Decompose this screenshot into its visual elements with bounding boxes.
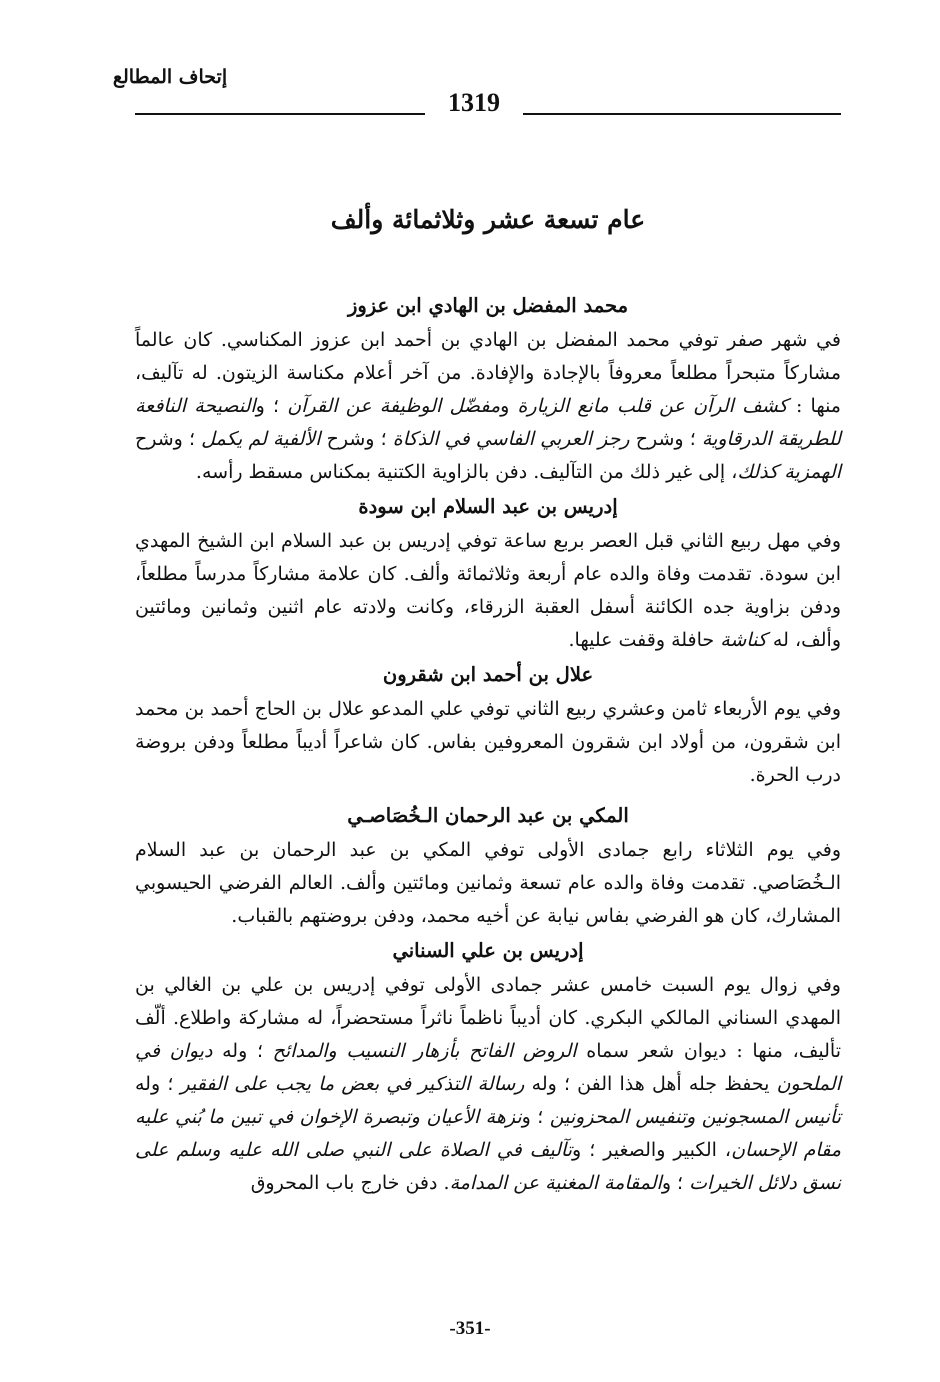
- paragraph-text: ؛ وشرح: [320, 428, 393, 450]
- entry-title: إدريس بن عبد السلام ابن سودة: [358, 495, 618, 518]
- paragraph-text: و: [500, 395, 518, 417]
- paragraph-text: ؛ و: [521, 1106, 550, 1128]
- work-title: كناشة: [720, 629, 767, 651]
- paragraph-text: ؛ وشرح: [135, 428, 202, 450]
- work-title: الهمزية كذلك: [737, 461, 841, 483]
- entry-title: المكي بن عبد الرحمان الـخُصَاصـي: [347, 804, 629, 827]
- entry-makki-khusasi: [135, 798, 841, 933]
- work-title: تأنيس المسجونين وتنفيس المحزونين: [549, 1106, 842, 1128]
- entry-title: إدريس بن علي السناني: [392, 939, 584, 962]
- header-rule-left: [135, 113, 425, 115]
- entry-paragraph: وفي يوم الثلاثاء رابع جمادى الأولى توفي المكي بن عبد الرحمان بن عبد السلام الـخُصَاصي. تقدمت وفاة والده عام تسعة وثمانين ومائتين وألف. العالم الفرضي الحيسوبي المشارك، كان هو الفرضي بفاس نيابة عن أخيه محمد، ودفن بروضتهم بالقباب.: [135, 839, 841, 927]
- work-title: رسالة التذكير في بعض ما يجب على الفقير: [180, 1073, 525, 1095]
- paragraph-text: ؛ وشرح: [629, 428, 702, 450]
- paragraph-text: ؛ و: [661, 1172, 690, 1194]
- entry-idris-sanani: [135, 933, 841, 1200]
- entry-idris-ibn-sawda: [135, 489, 841, 657]
- work-title: الروض الفاتح بأزهار النسيب والمدائح: [272, 1040, 577, 1062]
- work-title: مفضّل الوظيفة عن القرآن: [287, 395, 501, 417]
- entry-mufaddal-ibn-azzuz: [135, 288, 841, 489]
- paragraph-text: وفي زوال يوم السبت خامس عشر جمادى الأولى توفي إدريس بن علي بن الغالي بن المهدي السناني المالكي البكري. كان أديباً ناظماً ناثراً مستحضراً، له مشاركة واطلاع. ألّف تأليف، منها : ديوان شعر سماه: [135, 974, 841, 1062]
- entry-title: علال بن أحمد ابن شقرون: [382, 663, 594, 686]
- running-title: إتحاف المطالع: [112, 66, 228, 88]
- entry-title: محمد المفضل بن الهادي ابن عزوز: [347, 294, 629, 317]
- header-rule-right: [523, 113, 841, 115]
- paragraph-text: ؛ وله: [135, 1073, 181, 1095]
- entry-paragraph: وفي يوم الأربعاء ثامن وعشري ربيع الثاني توفي علي المدعو علال بن الحاج أحمد بن محمد ابن شقرون، من أولاد ابن شقرون المعروفين بفاس. كان شاعراً أديباً مطلعاً ودفن بروضة درب الحرة.: [135, 698, 841, 786]
- entry-paragraph: [135, 525, 841, 657]
- paragraph-text: حافلة وقفت عليها.: [568, 629, 721, 651]
- entry-paragraph: [135, 969, 841, 1200]
- biography-entries: [135, 288, 841, 1200]
- page-number: -351-: [449, 1318, 491, 1339]
- hijri-year-number: 1319: [448, 88, 500, 117]
- paragraph-text: ؛ وله: [212, 1040, 273, 1062]
- paragraph-text: في شهر صفر توفي محمد المفضل بن الهادي بن أحمد ابن عزوز المكناسي. كان عالماً مشاركاً متبحراً مطلعاً معروفاً بالإجادة والإفادة. من آخر أعلام مكناسة الزيتون. له تآليف، منها :: [135, 329, 841, 417]
- work-title: ديوان في الملحون: [135, 1040, 841, 1095]
- entry-paragraph: [135, 324, 841, 489]
- paragraph-text: ، إلى غير ذلك من التآليف. دفن بالزاوية الكتنية بمكناس مسقط رأسه.: [195, 461, 738, 483]
- work-title: نزهة الأعيان وتبصرة الإخوان في تبين ما بُني عليه مقام الإحسان: [135, 1106, 842, 1161]
- paragraph-text: ، الكبير والصغير ؛ و: [571, 1139, 732, 1161]
- work-title: تآليف في الصلاة على النبي صلى الله عليه وسلم على نسق دلائل الخيرات: [135, 1139, 841, 1194]
- work-title: الألفية لم يكمل: [201, 428, 321, 450]
- work-title: المقامة المغنية عن المدامة: [449, 1172, 662, 1194]
- work-title: النصيحة النافعة للطريقة الدرقاوية: [135, 395, 842, 450]
- work-title: كشف الرآن عن قلب مانع الزيارة: [517, 395, 788, 417]
- paragraph-text: ؛ و: [255, 395, 288, 417]
- paragraph-text: يحفظ جله أهل هذا الفن ؛ وله: [524, 1073, 777, 1095]
- paragraph-text: وفي مهل ربيع الثاني قبل العصر بربع ساعة توفي إدريس بن عبد السلام ابن الشيخ المهدي ابن سودة. تقدمت وفاة والده عام أربعة وثلاثمائة وألف. كان علامة مشاركاً مدرساً مطلعاً، ودفن بزاوية جده الكائنة أسفل العقبة الزرقاء، وكانت ولادته عام اثنين وثمانين ومائتين وألف، له: [135, 530, 841, 651]
- year-heading: عام تسعة عشر وثلاثمائة وألف: [330, 205, 646, 234]
- work-title: رجز العربي الفاسي في الذكاة: [392, 428, 630, 450]
- entry-allal-ibn-shaqrun: [135, 657, 841, 792]
- paragraph-text: . دفن خارج باب المحروق: [250, 1172, 450, 1194]
